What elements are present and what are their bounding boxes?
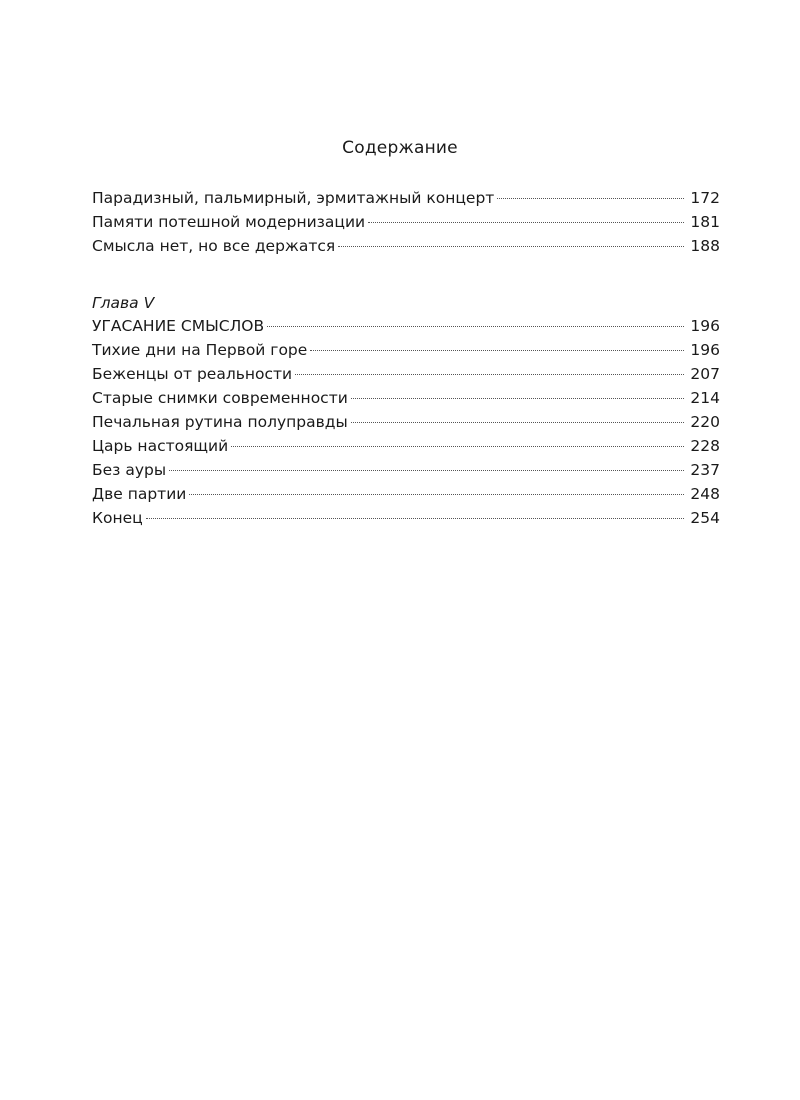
toc-entry-page: 228: [690, 437, 720, 455]
toc-entry-label: Старые снимки современности: [92, 389, 348, 407]
toc-entry-page: 220: [690, 413, 720, 431]
toc-entry: [92, 362, 720, 386]
toc-entry-page: 248: [690, 485, 720, 503]
toc-entry-label: Без ауры: [92, 461, 167, 479]
toc-entry-page: 188: [690, 237, 720, 255]
toc-entry-label: Две партии: [92, 485, 187, 503]
toc-entry-page: 172: [690, 189, 720, 207]
toc-entry-leader: [497, 198, 684, 199]
toc-entry-label: Печальная рутина полуправды: [92, 413, 348, 431]
toc-entry-leader: [231, 446, 684, 447]
toc-entry-leader: [351, 422, 685, 423]
toc-entry: [92, 386, 720, 410]
toc-entry-leader: [295, 374, 684, 375]
toc-entry-label: Беженцы от реальности: [92, 365, 293, 383]
toc-entry: [92, 234, 720, 258]
toc-entry-page: 207: [690, 365, 720, 383]
toc-entry-label: УГАСАНИЕ СМЫСЛОВ: [92, 317, 265, 335]
toc-title: Содержание: [342, 138, 458, 158]
toc-section-chapter-v: [92, 292, 720, 530]
toc-section-top: [92, 186, 720, 258]
toc-entry-page: 214: [690, 389, 720, 407]
toc-entry: [92, 314, 720, 338]
toc-entry-leader: [338, 246, 684, 247]
toc-entry-page: 196: [690, 341, 720, 359]
toc-entry-label: Тихие дни на Первой горе: [92, 341, 308, 359]
chapter-label: Глава V: [92, 294, 155, 312]
toc-entry-leader: [146, 518, 685, 519]
toc-entry: [92, 210, 720, 234]
toc-entry-leader: [351, 398, 685, 399]
toc-entry-leader: [189, 494, 684, 495]
toc-entry: [92, 506, 720, 530]
toc-entry-page: 237: [690, 461, 720, 479]
toc-entry: [92, 434, 720, 458]
toc-entry: [92, 458, 720, 482]
toc-entry-leader: [368, 222, 684, 223]
toc-entry-label: Памяти потешной модернизации: [92, 213, 366, 231]
toc-entry-label: Царь настоящий: [92, 437, 229, 455]
toc-entry-leader: [310, 350, 684, 351]
toc-entry-label: Конец: [92, 509, 143, 527]
toc-entry-page: 254: [690, 509, 720, 527]
toc-entry-leader: [267, 326, 684, 327]
toc-entry-page: 181: [690, 213, 720, 231]
toc-entry-label: Смысла нет, но все держатся: [92, 237, 336, 255]
toc-entry-label: Парадизный, пальмирный, эрмитажный концерт: [92, 189, 495, 207]
toc-entry: [92, 482, 720, 506]
toc-entry: [92, 186, 720, 210]
toc-entry-page: 196: [690, 317, 720, 335]
toc-entry: [92, 410, 720, 434]
toc-entry-leader: [169, 470, 684, 471]
toc-entry: [92, 338, 720, 362]
